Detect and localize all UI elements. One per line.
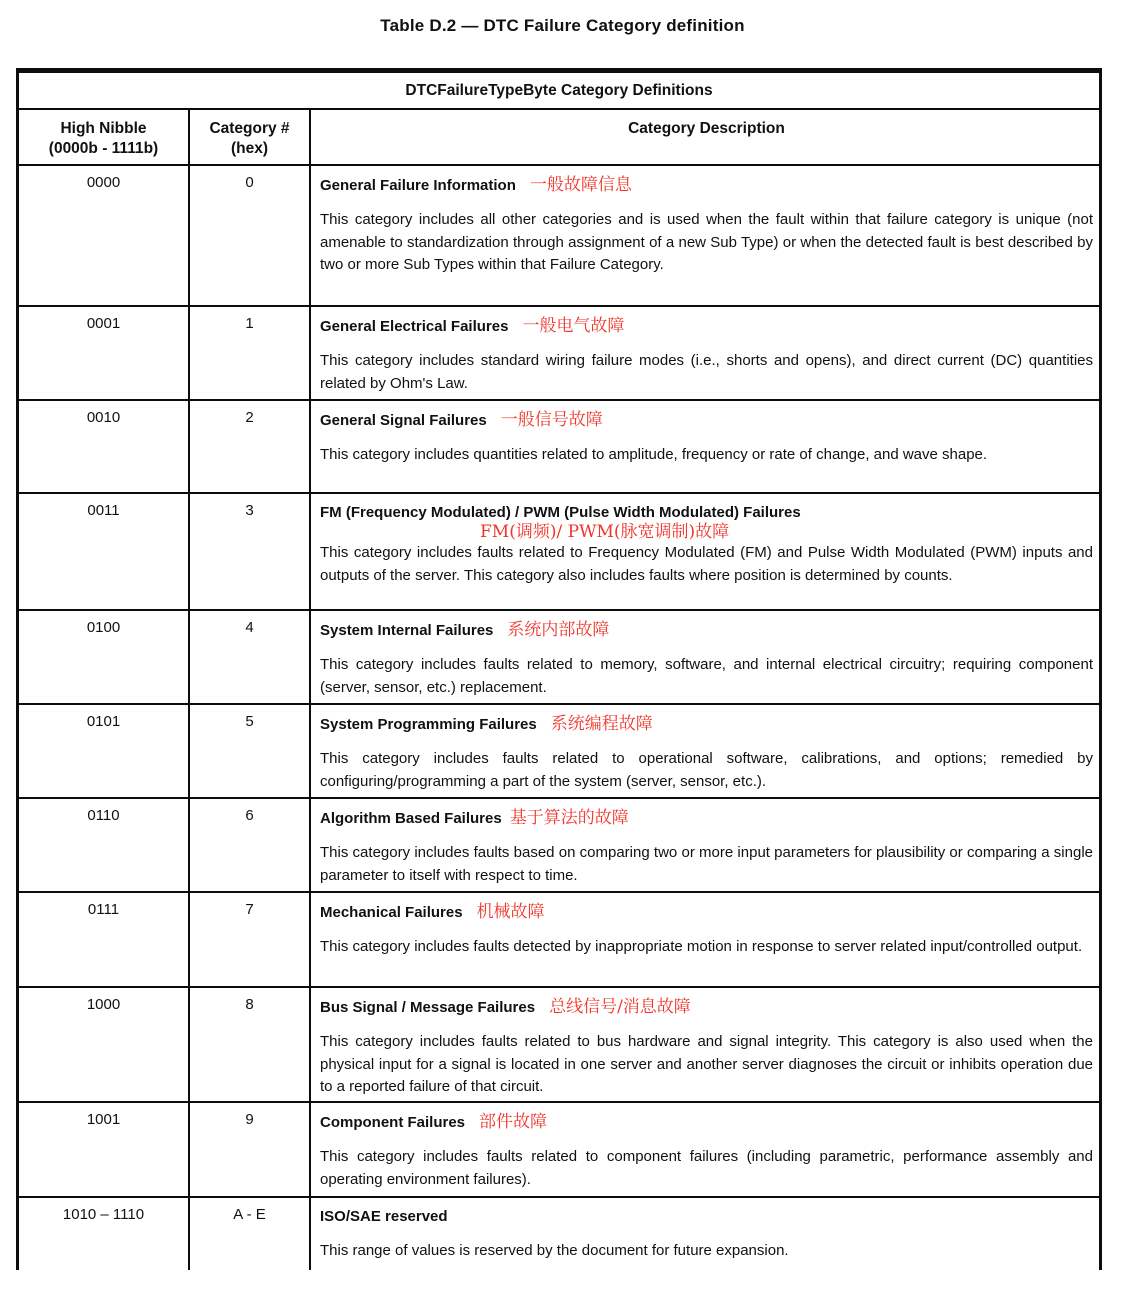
category-title: System Programming Failures bbox=[320, 716, 537, 733]
category-description-cell bbox=[311, 1103, 1099, 1196]
high-nibble-cell: 0101 bbox=[19, 705, 190, 797]
category-title-chinese: 基于算法的故障 bbox=[509, 808, 629, 828]
category-title: Bus Signal / Message Failures bbox=[320, 999, 536, 1016]
category-description-text: This category includes faults related to memory, software, and internal electrical circuitry; requiring component (server, sensor, etc.) replacement. bbox=[320, 656, 1093, 696]
category-title-chinese: 一般电气故障 bbox=[522, 316, 625, 336]
category-description-text: This range of values is reserved by the document for future expansion. bbox=[320, 1242, 789, 1259]
category-description-cell bbox=[311, 799, 1099, 891]
category-title-chinese: FM(调频)/ PWM(脉宽调制)故障 bbox=[480, 522, 730, 542]
category-title-chinese: 一般故障信息 bbox=[529, 175, 632, 195]
category-description-text: This category includes faults detected by inappropriate motion in response to server related input/controlled output. bbox=[320, 938, 1083, 955]
category-title-chinese: 系统内部故障 bbox=[507, 620, 610, 640]
dtc-failure-category-table bbox=[16, 68, 1102, 1270]
category-title: System Internal Failures bbox=[320, 622, 494, 639]
column-header-category-hex-line1: Category # bbox=[209, 120, 290, 137]
high-nibble-cell: 0011 bbox=[19, 494, 190, 609]
table-spanning-header bbox=[19, 73, 1099, 110]
category-hex-cell: 0 bbox=[190, 166, 311, 305]
category-description-cell bbox=[311, 494, 1099, 609]
category-title-chinese: 部件故障 bbox=[479, 1112, 548, 1132]
table-row-0110 bbox=[19, 799, 1099, 893]
high-nibble-cell: 0010 bbox=[19, 401, 190, 492]
table-row-0010 bbox=[19, 401, 1099, 494]
category-description-cell bbox=[311, 401, 1099, 492]
category-description-text: This category includes faults related to Frequency Modulated (FM) and Pulse Width Modulated (PWM) inputs and outputs of the server. This category also includes faults where position is determined by counts. bbox=[320, 544, 1093, 584]
table-row-0000 bbox=[19, 166, 1099, 307]
table-row-1000 bbox=[19, 988, 1099, 1103]
category-description-text: This category includes faults based on comparing two or more input parameters for plausibility or comparing a single parameter to itself with respect to time. bbox=[320, 844, 1093, 884]
category-description-cell bbox=[311, 705, 1099, 797]
category-title: Component Failures bbox=[320, 1114, 466, 1131]
column-header-category-hex-line2: (hex) bbox=[230, 139, 269, 157]
category-hex-cell: 9 bbox=[190, 1103, 311, 1196]
category-description-cell bbox=[311, 611, 1099, 703]
category-hex-cell: 5 bbox=[190, 705, 311, 797]
page-title: Table D.2 — DTC Failure Category definition bbox=[380, 16, 745, 35]
table-row-0111 bbox=[19, 893, 1099, 988]
category-hex-cell: 6 bbox=[190, 799, 311, 891]
category-description-cell bbox=[311, 307, 1099, 399]
table-row-1010-1110 bbox=[19, 1198, 1099, 1270]
high-nibble-cell: 0000 bbox=[19, 166, 190, 305]
category-title: General Failure Information bbox=[320, 177, 516, 194]
category-title: Mechanical Failures bbox=[320, 904, 463, 921]
table-row-0101 bbox=[19, 705, 1099, 799]
high-nibble-cell: 1010 – 1110 bbox=[19, 1198, 190, 1270]
category-description-text: This category includes faults related to bus hardware and signal integrity. This category is also used when the physical input for a signal is located in one server and another server diagnoses the circuit or inhibits operation due to a reported failure of that circuit. bbox=[320, 1033, 1093, 1095]
column-header-high-nibble-line1: High Nibble bbox=[60, 120, 147, 137]
category-hex-cell: 4 bbox=[190, 611, 311, 703]
category-description-text: This category includes faults related to component failures (including parametric, performance assembly and operating environment failures). bbox=[320, 1148, 1093, 1188]
column-header-category-description bbox=[311, 110, 1099, 164]
category-title: General Signal Failures bbox=[320, 412, 487, 429]
category-title: Algorithm Based Failures bbox=[320, 810, 502, 827]
column-header-row bbox=[19, 110, 1099, 166]
category-hex-cell: 1 bbox=[190, 307, 311, 399]
category-title: General Electrical Failures bbox=[320, 318, 509, 335]
column-header-high-nibble-line2: (0000b - 1111b) bbox=[48, 139, 159, 157]
table-row-0001 bbox=[19, 307, 1099, 401]
high-nibble-cell: 0110 bbox=[19, 799, 190, 891]
category-description-text: This category includes quantities related to amplitude, frequency or rate of change, and wave shape. bbox=[320, 446, 988, 463]
category-description-cell bbox=[311, 166, 1099, 305]
category-description-text: This category includes all other categories and is used when the fault within that failure category is unique (not amenable to standardization through assignment of a new Sub Type) or when the detected fault is best described by two or more Sub Types within that Failure Category. bbox=[320, 211, 1093, 273]
category-description-cell bbox=[311, 893, 1099, 986]
high-nibble-cell: 1000 bbox=[19, 988, 190, 1101]
high-nibble-cell: 0100 bbox=[19, 611, 190, 703]
high-nibble-cell: 0111 bbox=[19, 893, 190, 986]
table-row-1001 bbox=[19, 1103, 1099, 1198]
table-row-0011 bbox=[19, 494, 1099, 611]
category-description-text: This category includes standard wiring failure modes (i.e., shorts and opens), and direct current (DC) quantities related by Ohm's Law. bbox=[320, 352, 1093, 392]
category-description-cell bbox=[311, 1198, 1099, 1270]
category-description-text: This category includes faults related to operational software, calibrations, and options; remedied by configuring/programming a part of the system (server, sensor, etc.). bbox=[320, 750, 1093, 790]
table-row-0100 bbox=[19, 611, 1099, 705]
high-nibble-cell: 1001 bbox=[19, 1103, 190, 1196]
high-nibble-cell: 0001 bbox=[19, 307, 190, 399]
column-header-category-hex bbox=[190, 110, 311, 164]
category-hex-cell: A - E bbox=[190, 1198, 311, 1270]
category-hex-cell: 7 bbox=[190, 893, 311, 986]
category-description-cell bbox=[311, 988, 1099, 1101]
category-hex-cell: 3 bbox=[190, 494, 311, 609]
category-title-chinese: 一般信号故障 bbox=[500, 410, 603, 430]
category-title-chinese: 总线信号/消息故障 bbox=[549, 997, 691, 1017]
category-title-chinese: 系统编程故障 bbox=[550, 714, 653, 734]
category-hex-cell: 2 bbox=[190, 401, 311, 492]
column-header-category-description-line1: Category Description bbox=[628, 120, 785, 137]
category-title-chinese: 机械故障 bbox=[476, 902, 545, 922]
table-spanning-header-label: DTCFailureTypeByte Category Definitions bbox=[405, 81, 713, 99]
column-header-high-nibble bbox=[19, 110, 190, 164]
category-title: FM (Frequency Modulated) / PWM (Pulse Width Modulated) Failures bbox=[320, 504, 801, 521]
category-hex-cell: 8 bbox=[190, 988, 311, 1101]
category-title: ISO/SAE reserved bbox=[320, 1208, 448, 1225]
